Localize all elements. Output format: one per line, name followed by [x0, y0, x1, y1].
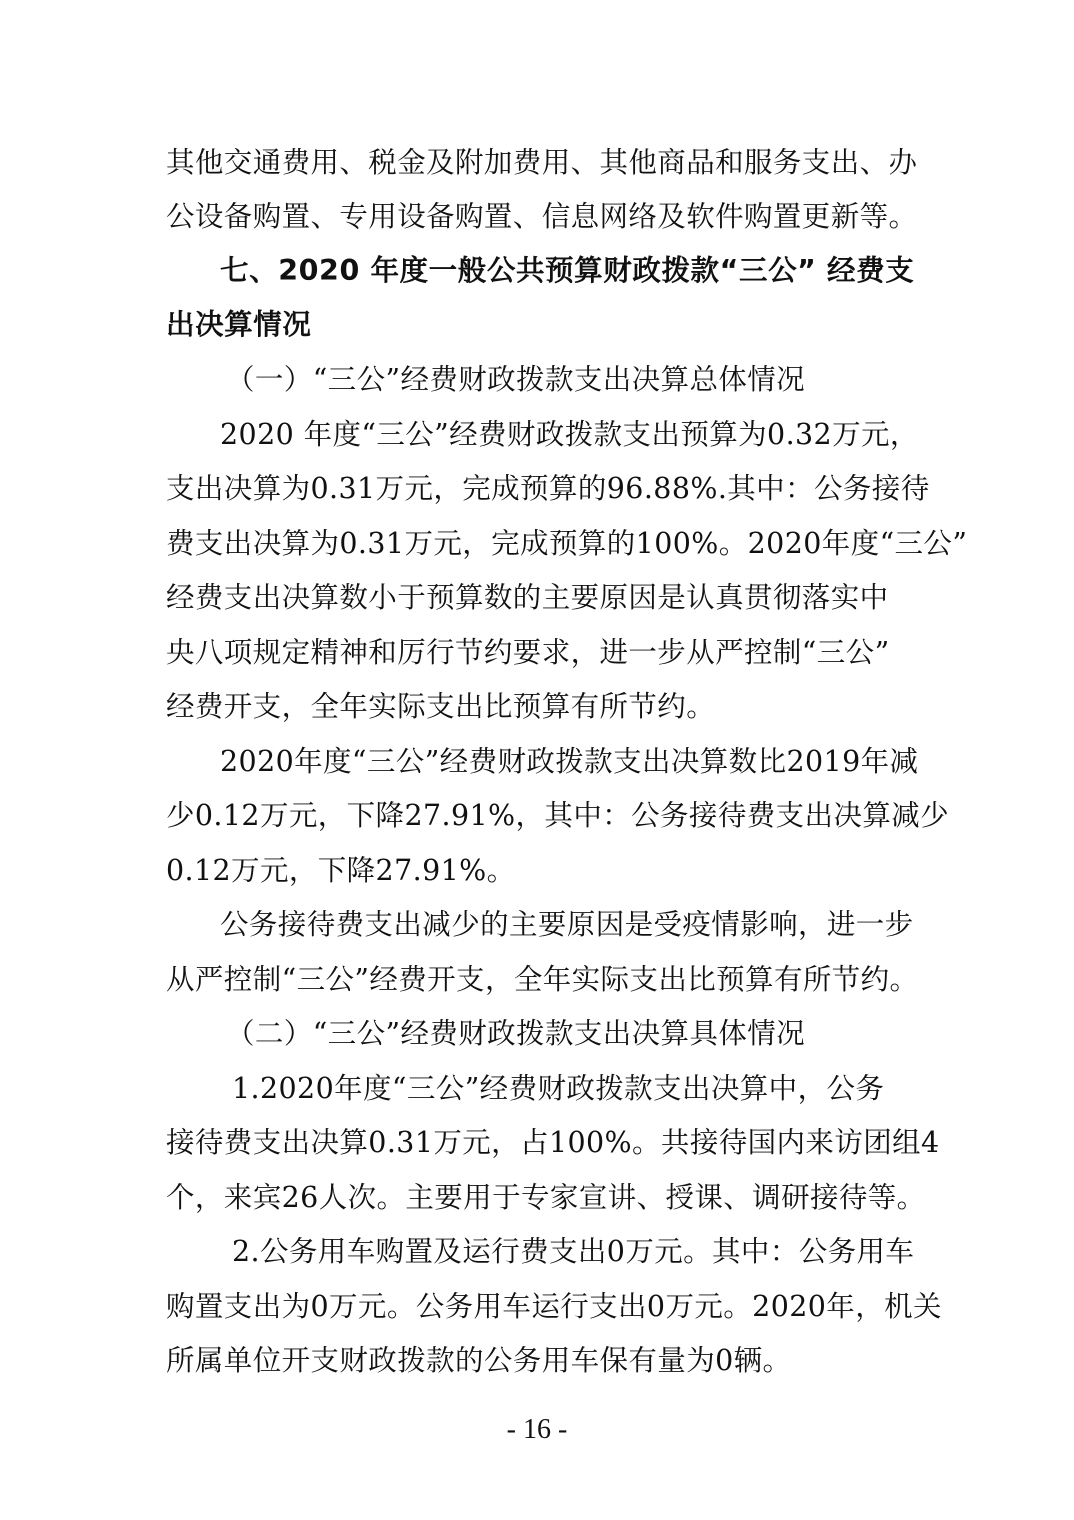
body-text-line: 1.2020年度“三公”经费财政拨款支出决算中，公务	[232, 1072, 885, 1105]
page-number: - 16 -	[506, 1414, 568, 1445]
body-text-line: 费支出决算为0.31万元，完成预算的100%。2020年度“三公”	[166, 527, 968, 560]
body-text-line: 从严控制“三公”经费开支，全年实际支出比预算有所节约。	[166, 963, 919, 996]
body-text-line: 接待费支出决算0.31万元，占100%。共接待国内来访团组4	[166, 1126, 940, 1159]
subsection-heading: （一）“三公”经费财政拨款支出决算总体情况	[226, 363, 806, 396]
body-text-line: 央八项规定精神和厉行节约要求，进一步从严控制“三公”	[166, 636, 890, 669]
body-text-line: 2.公务用车购置及运行费支出0万元。其中：公务用车	[232, 1235, 915, 1268]
body-text-line: 经费支出决算数小于预算数的主要原因是认真贯彻落实中	[166, 581, 889, 614]
body-text-line: 支出决算为0.31万元，完成预算的96.88%.其中：公务接待	[166, 472, 930, 505]
subsection-heading: （二）“三公”经费财政拨款支出决算具体情况	[226, 1017, 806, 1050]
body-text-line: 2020年度“三公”经费财政拨款支出决算数比2019年减	[220, 745, 919, 778]
body-text-line: 购置支出为0万元。公务用车运行支出0万元。2020年，机关	[166, 1290, 942, 1323]
body-text-line: 0.12万元，下降27.91%。	[166, 854, 516, 887]
body-text-line: 经费开支，全年实际支出比预算有所节约。	[166, 690, 716, 723]
body-text-line: 其他交通费用、税金及附加费用、其他商品和服务支出、办	[166, 146, 918, 179]
body-text-line: 公设备购置、专用设备购置、信息网络及软件购置更新等。	[166, 200, 918, 233]
body-text-line: 个，来宾26人次。主要用于专家宣讲、授课、调研接待等。	[166, 1181, 926, 1214]
body-text-line: 少0.12万元，下降27.91%，其中：公务接待费支出决算减少	[166, 799, 950, 832]
body-text-line: 公务接待费支出减少的主要原因是受疫情影响，进一步	[220, 908, 914, 941]
section-heading: 七、2020 年度一般公共预算财政拨款“三公” 经费支	[220, 254, 915, 287]
section-heading: 出决算情况	[166, 308, 312, 341]
body-text-line: 所属单位开支财政拨款的公务用车保有量为0辆。	[166, 1344, 792, 1377]
body-text-line: 2020 年度“三公”经费财政拨款支出预算为0.32万元，	[220, 418, 919, 451]
